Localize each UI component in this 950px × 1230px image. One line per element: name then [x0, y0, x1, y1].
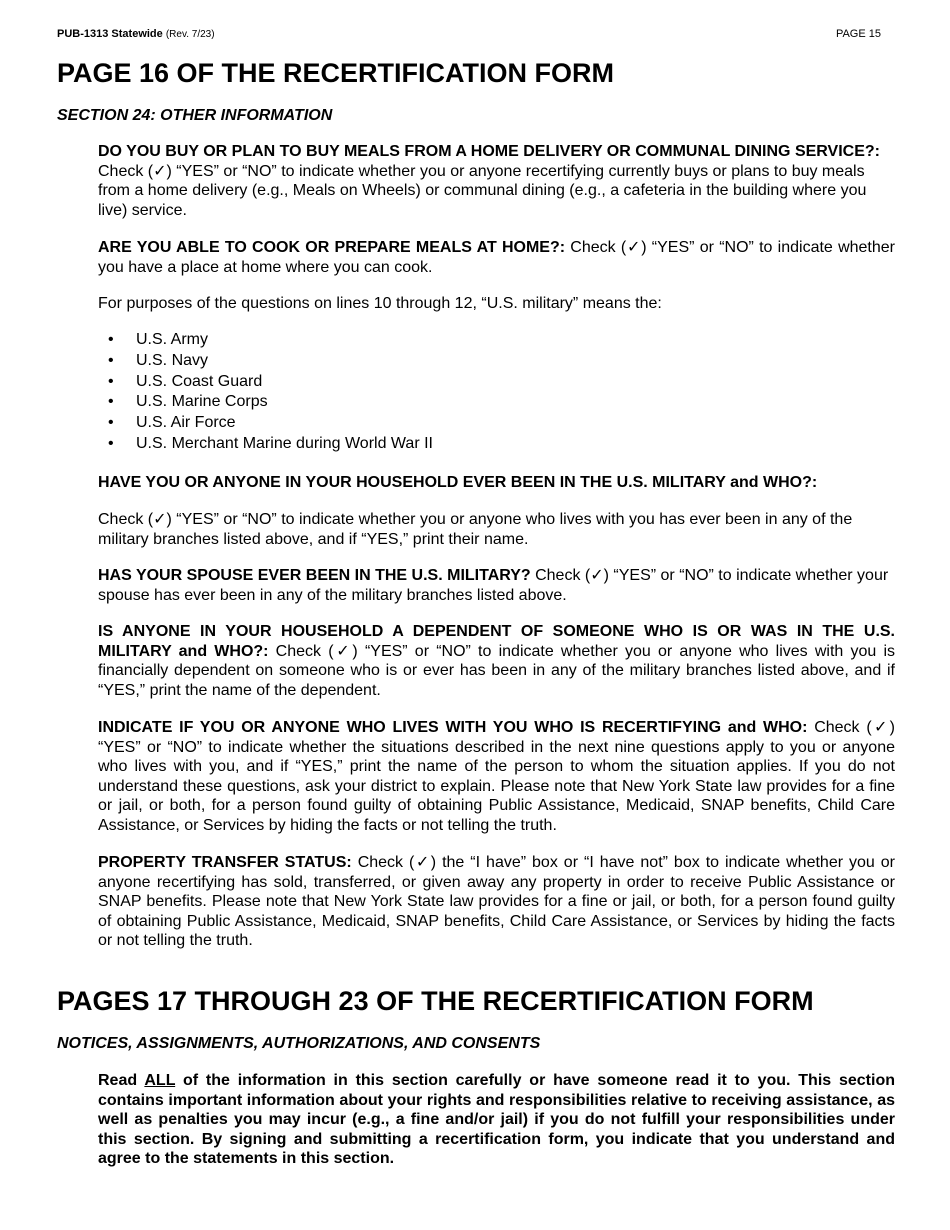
question-text: Check (✓) “YES” or “NO” to indicate whether you or anyone who lives with you is financially dependent on someone who is or ever has been in any of the military branches listed above, and if “YES,” print the name of the dependent. [98, 642, 896, 699]
list-item: • U.S. Navy [98, 351, 433, 372]
question-dependent-military [98, 622, 895, 700]
list-item: • U.S. Marine Corps [98, 392, 433, 413]
list-item: • U.S. Army [98, 330, 433, 351]
list-item: • U.S. Merchant Marine during World War II [98, 434, 433, 455]
question-heading: ARE YOU ABLE TO COOK OR PREPARE MEALS AT HOME?: [98, 239, 566, 256]
question-heading: IS ANYONE IN YOUR HOUSEHOLD A DEPENDENT OF SOMEONE WHO IS OR WAS IN THE U.S. MILITARY and WHO?: [98, 623, 895, 660]
section-title-page-16: PAGE 16 OF THE RECERTIFICATION FORM [57, 58, 615, 88]
military-branch-list [98, 330, 433, 455]
military-definition-intro: For purposes of the questions on lines 10 through 12, “U.S. military” means the: [98, 295, 662, 312]
question-heading: HAS YOUR SPOUSE EVER BEEN IN THE U.S. MILITARY? [98, 567, 531, 584]
revision-label: (Rev. 7/23) [165, 29, 215, 40]
question-meals-delivery [98, 142, 895, 220]
question-spouse-military [98, 566, 895, 605]
list-item: • U.S. Coast Guard [98, 372, 433, 393]
section-subtitle-other-information: SECTION 24: OTHER INFORMATION [57, 107, 333, 124]
notices-instructions: Read ALL of the information in this section carefully or have someone read it to you. This section contains important information about your rights and responsibilities relative to receiving assistance, as well as penalties you may incur (e.g., a fine and/or jail) if you do not fulfill your responsibilities under this section. By signing and submitting a recertification form, you indicate that you understand and agree to the statements in this section. [98, 1072, 896, 1168]
question-heading: PROPERTY TRANSFER STATUS: [98, 854, 352, 871]
question-text: Check (✓) “YES” or “NO” to indicate whether the situations described in the next nine questions apply to you or anyone who lives with you, and if “YES,” print the name of the person to whom the situation applies. If you do not understand these questions, ask your district to explain. Please note that New York State law provides for a fine or jail, or both, for a person found guilty of obtaining Public Assistance, Medicaid, SNAP benefits, Child Care Assistance, or Services by hiding the facts or not telling the truth. [98, 719, 895, 834]
section-title-pages-17-23: PAGES 17 THROUGH 23 OF THE RECERTIFICATION FORM [57, 986, 814, 1016]
question-text: Check (✓) “YES” or “NO” to indicate whether your spouse has ever been in any of the military branches listed above. [98, 567, 889, 604]
document-id: PUB-1313 Statewide (Rev. 7/23) [57, 28, 215, 40]
question-recertifying-situations [98, 718, 895, 836]
page-number: PAGE 15 [835, 28, 881, 40]
question-text: Check (✓) “YES” or “NO” to indicate whether you have a place at home where you can cook. [98, 239, 895, 276]
question-text: Check (✓) the “I have” box or “I have not” box to indicate whether you or anyone recertifying has sold, transferred, or given away any property in order to receive Public Assistance or SNAP benefits. Please note that New York State law provides for a fine or jail, or both, for a person found guilty of obtaining Public Assistance, Medicaid, SNAP benefits, Child Care Assistance, or Services by hiding the facts or not telling the truth. [98, 854, 896, 950]
section-subtitle-notices: NOTICES, ASSIGNMENTS, AUTHORIZATIONS, AND CONSENTS [57, 1035, 541, 1052]
question-cook-at-home [98, 238, 895, 277]
question-household-military-heading: HAVE YOU OR ANYONE IN YOUR HOUSEHOLD EVER BEEN IN THE U.S. MILITARY and WHO?: [98, 474, 818, 491]
page-header [57, 28, 881, 40]
question-text: Check (✓) “YES” or “NO” to indicate whether you or anyone recertifying currently buys or plans to buy meals from a home delivery (e.g., Meals on Wheels) or communal dining (e.g., a cafeteria in the building where you live) service. [98, 162, 867, 219]
question-property-transfer [98, 853, 895, 951]
question-household-military-text: Check (✓) “YES” or “NO” to indicate whether you or anyone who lives with you has ever been in any of the military branches listed above, and if “YES,” print their name. [98, 511, 853, 548]
emphasis-all: ALL [144, 1072, 176, 1089]
question-heading: DO YOU BUY OR PLAN TO BUY MEALS FROM A HOME DELIVERY OR COMMUNAL DINING SERVICE?: [98, 143, 880, 160]
question-heading: INDICATE IF YOU OR ANYONE WHO LIVES WITH YOU WHO IS RECERTIFYING and WHO: [98, 719, 808, 736]
list-item: • U.S. Air Force [98, 413, 433, 434]
